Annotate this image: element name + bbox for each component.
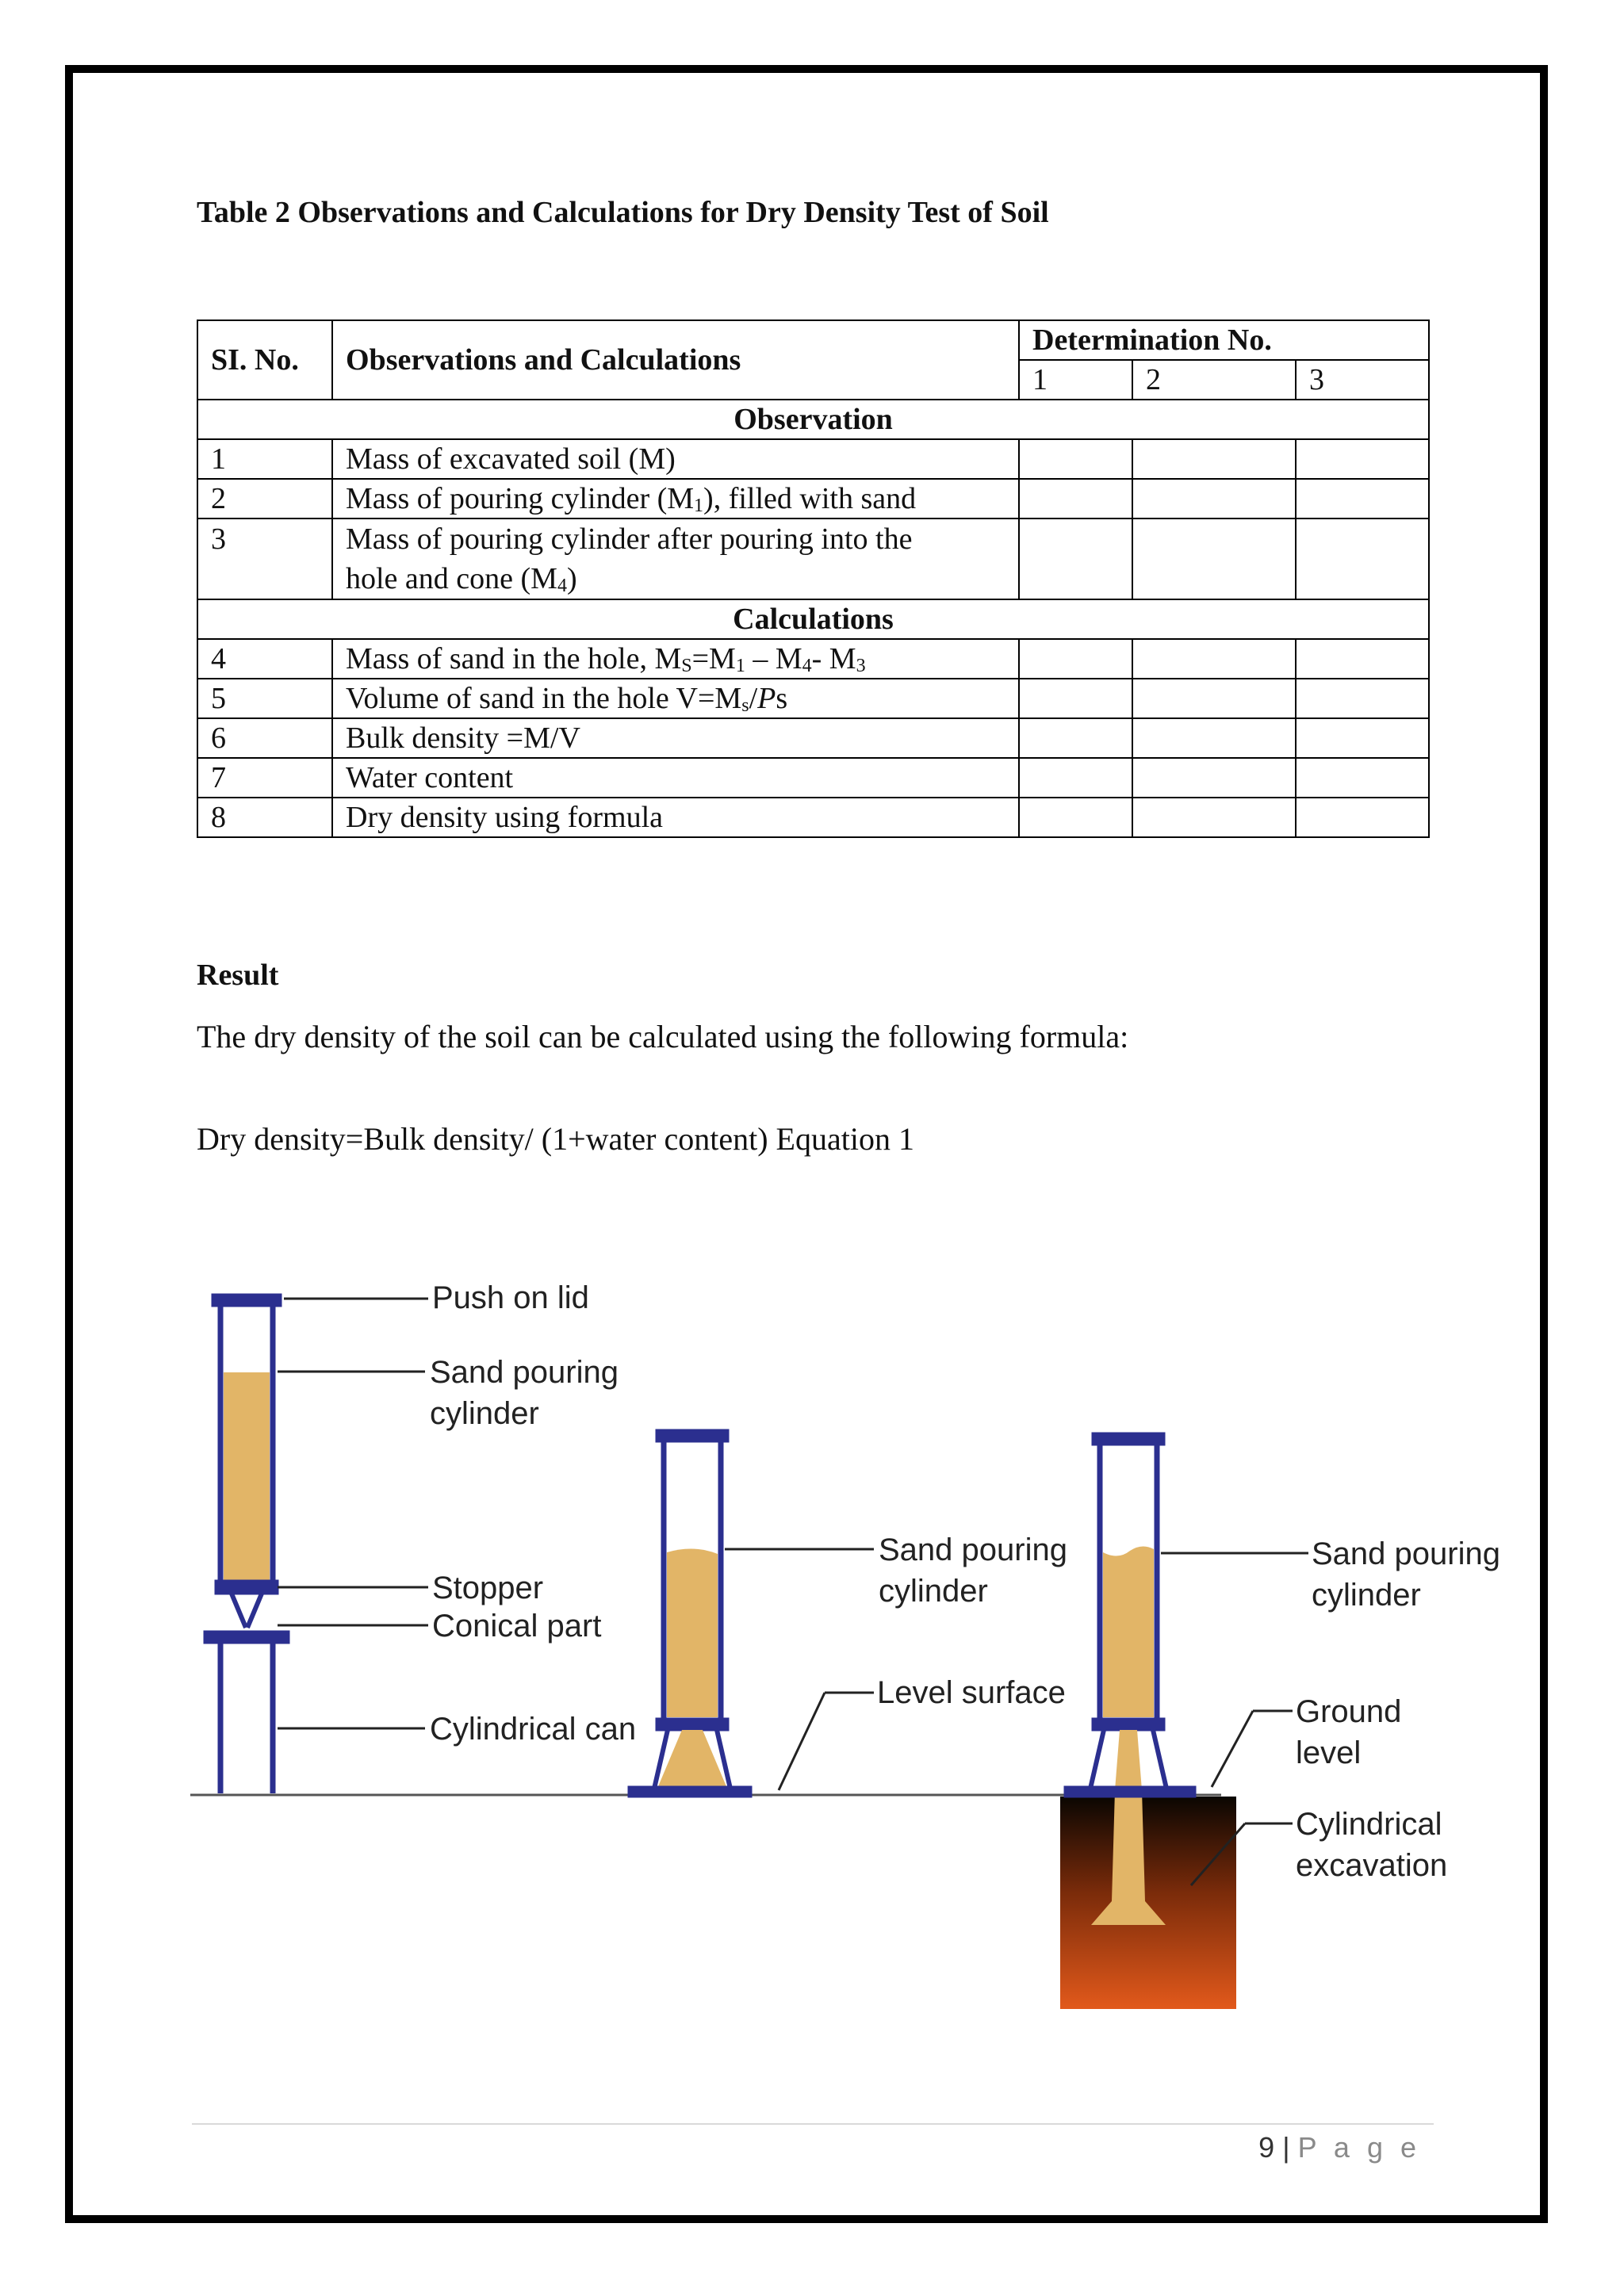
push-on-lid [214,1296,279,1304]
row-subscript: 1 [694,496,704,516]
row-text: Bulk density =M/V [332,718,1019,758]
row-text: Mass of excavated soil (M) [332,439,1019,479]
empty-cell [1132,439,1296,479]
empty-cell [1019,519,1132,599]
empty-cell [1296,519,1429,599]
table-row [197,519,1429,599]
empty-cell [1019,479,1132,519]
empty-cell [1132,758,1296,798]
label-sand-pouring-1a: Sand pouring [430,1355,619,1390]
empty-cell [1132,798,1296,837]
row-text-part: - M [811,642,856,675]
table-row [197,639,1429,679]
result-heading: Result [197,959,279,992]
header-determination: Determination No. [1019,320,1429,360]
table-row [197,718,1429,758]
row-text [332,519,1019,599]
table-row [197,479,1429,519]
row-text-line1: Mass of pouring cylinder after pouring into the [346,522,913,556]
det-number: 2 [1132,360,1296,400]
row-text [332,679,1019,718]
sand-cone-diagram [190,1267,1500,2020]
sand-fill-2 [667,1548,718,1717]
det-number: 1 [1019,360,1132,400]
header-sl-no: SI. No. [197,320,332,400]
empty-cell [1019,798,1132,837]
table-title: Table 2 Observations and Calculations for Dry Density Test of Soil [197,196,1049,229]
sand-fill-1 [224,1372,270,1580]
empty-cell [1296,798,1429,837]
header-observations: Observations and Calculations [332,320,1019,400]
label-cylindrical-can: Cylindrical can [430,1712,637,1747]
section-row-calculations [197,599,1429,639]
footer-divider [192,2123,1434,2125]
row-number: 4 [197,639,332,679]
row-subscript: 3 [856,656,866,676]
row-text-part: =M [691,642,736,675]
label-sand-pouring-1b: cylinder [430,1396,539,1431]
row-number: 1 [197,439,332,479]
label-excavation-a: Cylindrical [1296,1807,1442,1842]
label-sand-pouring-3b: cylinder [1312,1578,1421,1613]
row-text-part: ) [566,562,577,595]
row-text: Water content [332,758,1019,798]
equation-text: Dry density=Bulk density/ (1+water content) Equation 1 [197,1121,914,1157]
row-subscript: 4 [802,656,812,676]
label-sand-pouring-3a: Sand pouring [1312,1536,1500,1571]
table-header-row [197,320,1429,360]
empty-cell [1296,679,1429,718]
row-number: 2 [197,479,332,519]
calibration-apparatus [206,1296,287,1793]
label-ground-a: Ground [1296,1694,1402,1729]
empty-cell [1296,758,1429,798]
table-row [197,679,1429,718]
row-subscript: S [681,656,692,676]
table-row [197,798,1429,837]
observation-table [197,320,1430,838]
row-text-part: ), filled with sand [703,482,917,515]
label-ground-b: level [1296,1735,1362,1770]
footer-separator: | [1282,2131,1290,2164]
stopper-plate [217,1582,276,1592]
row-text-part: s [776,682,788,715]
row-text [332,639,1019,679]
page-footer [1258,2131,1421,2164]
empty-cell [1296,479,1429,519]
empty-cell [1132,519,1296,599]
page-number: 9 [1258,2131,1275,2164]
row-text: Dry density using formula [332,798,1019,837]
label-conical-part: Conical part [432,1609,602,1644]
empty-cell [1019,439,1132,479]
empty-cell [1019,639,1132,679]
label-push-on-lid: Push on lid [432,1280,589,1315]
table-row [197,439,1429,479]
row-subscript: s [741,695,749,716]
label-level-surface: Level surface [877,1675,1066,1710]
row-text [332,479,1019,519]
calibration-leaders [278,1299,428,1728]
empty-cell [1296,639,1429,679]
row-text-part: Volume of sand in the hole V=M [346,682,742,715]
row-subscript: 4 [557,576,567,596]
empty-cell [1019,718,1132,758]
empty-cell [1019,758,1132,798]
row-text-italic: P [757,682,776,715]
row-number: 6 [197,718,332,758]
row-text-part: Mass of sand in the hole, M [346,642,682,675]
label-stopper: Stopper [432,1571,544,1605]
label-excavation-b: excavation [1296,1848,1448,1883]
empty-cell [1132,639,1296,679]
row-number: 7 [197,758,332,798]
row-number: 5 [197,679,332,718]
row-text-part: / [749,682,758,715]
row-number: 8 [197,798,332,837]
cylindrical-excavation [1060,1797,1236,2009]
level-surface-apparatus [630,1432,749,1795]
section-observation: Observation [197,400,1429,439]
page-word: P a g e [1297,2131,1421,2164]
empty-cell [1296,718,1429,758]
empty-cell [1132,479,1296,519]
level-surface-leaders [725,1549,874,1790]
empty-cell [1132,718,1296,758]
sand-fill-3 [1103,1546,1154,1717]
row-subscript: 1 [735,656,745,676]
empty-cell [1296,439,1429,479]
result-text: The dry density of the soil can be calculated using the following formula: [197,1019,1129,1054]
section-calculations: Calculations [197,599,1429,639]
det-number: 3 [1296,360,1429,400]
empty-cell [1019,679,1132,718]
row-text-part: – M [745,642,802,675]
row-text-part: hole and cone (M [346,562,557,595]
table-row [197,758,1429,798]
row-text-part: Mass of pouring cylinder (M [346,482,695,515]
label-sand-pouring-2b: cylinder [879,1574,988,1609]
label-sand-pouring-2a: Sand pouring [879,1533,1067,1567]
row-number: 3 [197,519,332,599]
empty-cell [1132,679,1296,718]
section-row-observation [197,400,1429,439]
